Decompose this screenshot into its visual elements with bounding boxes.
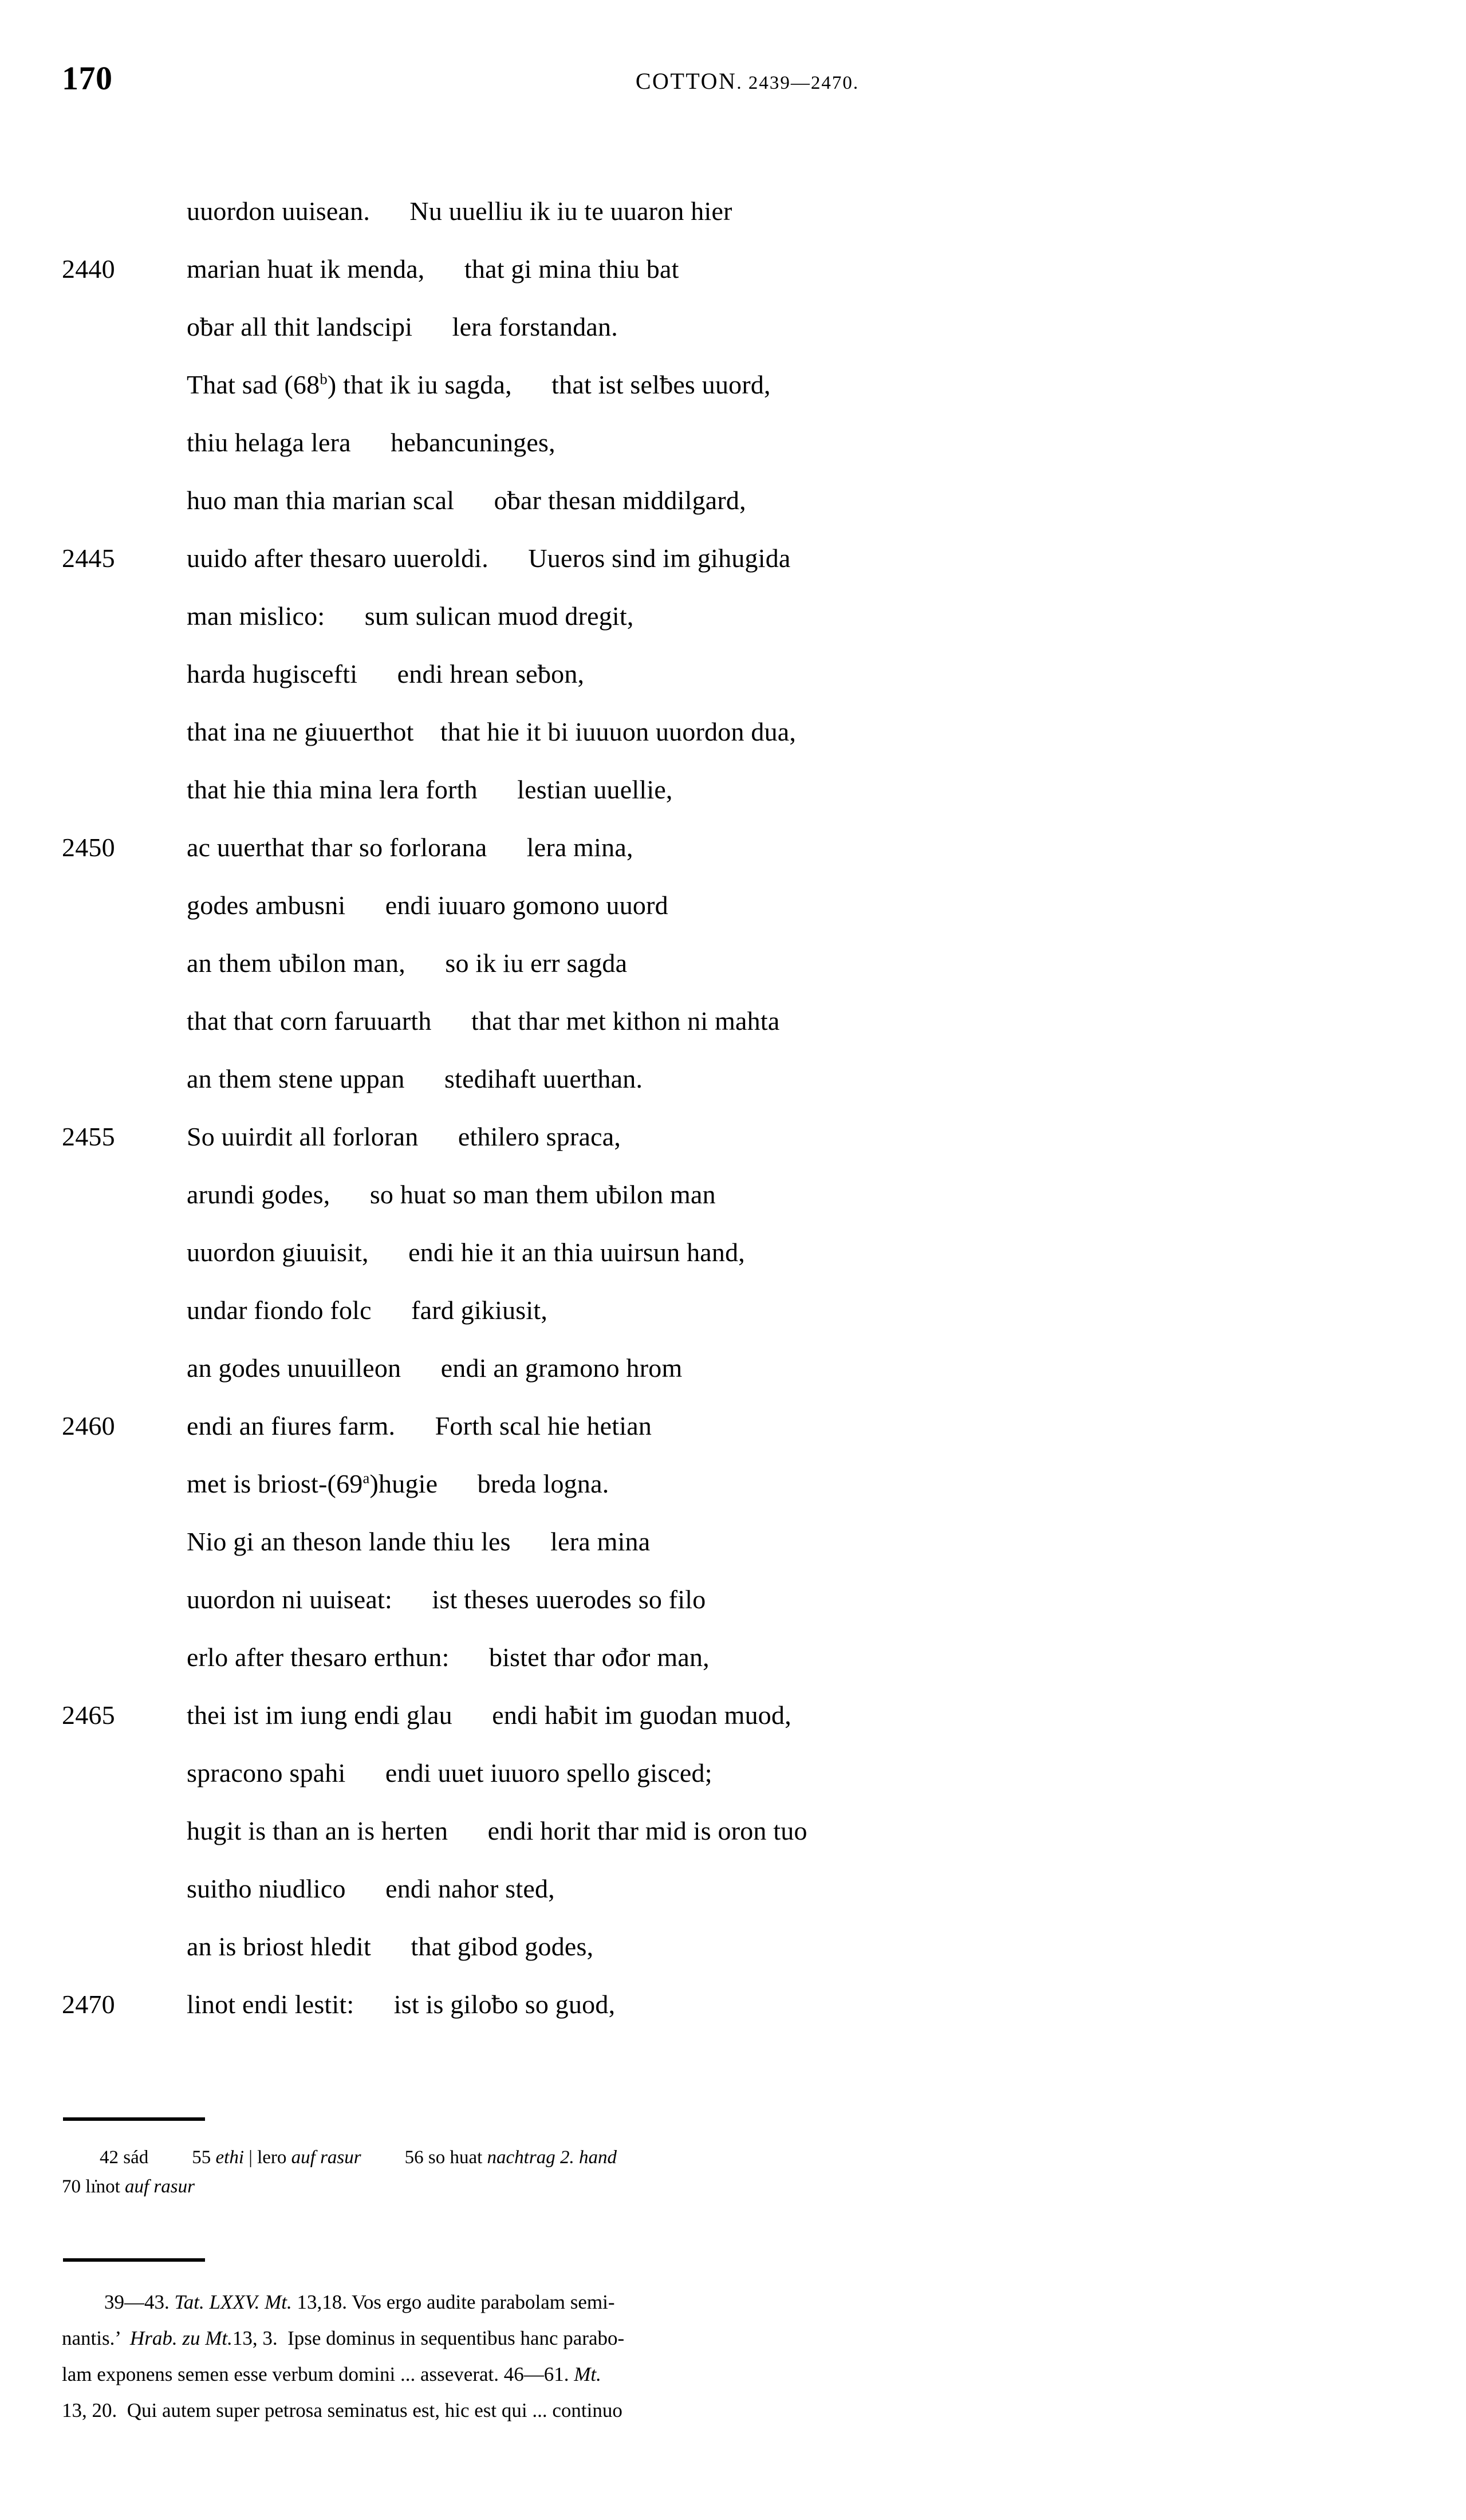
verse-line-text: endi an fiures farm. Forth scal hie hetian: [187, 1411, 652, 1440]
verse-line-text: that ina ne giuuerthot that hie it bi iuuuon uuordon dua,: [187, 717, 797, 746]
verse-line-text: uuido after thesaro uueroldi. Uueros sind im gihugida: [187, 544, 791, 573]
commentary-citation: 13, 3.: [232, 2327, 278, 2349]
verse-line: [62, 182, 1414, 240]
apparatus-divider-rule: [63, 2117, 205, 2121]
verse-line: [62, 876, 1414, 934]
verse-line: [62, 703, 1414, 761]
commentary-quotation: Vos ergo audite parabolam semi-: [352, 2291, 615, 2313]
verse-line: [62, 471, 1414, 529]
verse-line-number: 2445: [62, 544, 115, 573]
verse-line-text: spracono spahi endi uuet iuuoro spello gisced;: [187, 1758, 712, 1787]
verse-line-text: an them stene uppan stedihaft uuerthan.: [187, 1064, 643, 1093]
verse-line-text: marian huat ik menda, that gi mina thiu bat: [187, 254, 679, 284]
apparatus-reading-italic: ethi: [215, 2147, 244, 2168]
verse-line: [62, 992, 1414, 1050]
commentary-quotation: Qui autem super petrosa seminatus est, hic est qui ... continuo: [127, 2399, 622, 2421]
commentary-citation: 13, 20.: [62, 2399, 117, 2421]
verse-line-number: 2455: [62, 1122, 115, 1151]
verse-line-number: 2450: [62, 833, 115, 862]
verse-line-text: uuordon ni uuiseat: ist theses uuerodes so filo: [187, 1585, 706, 1614]
commentary-source-italic: zu: [182, 2327, 200, 2349]
verse-line-text: erlo after thesaro erthun: bistet thar ođor man,: [187, 1643, 710, 1672]
commentary-verse-ref: 39—43.: [104, 2291, 170, 2313]
verse-line: [62, 1744, 1414, 1802]
commentary-quotation: nantis.’: [62, 2327, 120, 2349]
verse-line: [62, 1108, 1414, 1166]
verse-line-text: that hie thia mina lera forth lestian uuellie,: [187, 775, 673, 804]
apparatus-reading: lı̇not: [85, 2176, 125, 2197]
apparatus-verse-ref: 56: [404, 2147, 424, 2168]
verse-line-text: an godes unuuilleon endi an gramono hrom: [187, 1353, 683, 1383]
apparatus-verse-ref: 42: [100, 2147, 119, 2168]
verse-line-text: hugit is than an is herten endi horit thar mid is oron tuo: [187, 1816, 807, 1845]
verse-line: [62, 1570, 1414, 1628]
verse-line: [62, 240, 1414, 298]
commentary-line: [62, 2356, 1412, 2392]
apparatus-line: [62, 2172, 1414, 2202]
verse-line: [62, 414, 1414, 471]
verse-line: [62, 1455, 1414, 1513]
commentary-line: [62, 2284, 1412, 2320]
verse-line: [62, 1802, 1414, 1860]
commentary-line: [62, 2392, 1412, 2428]
apparatus-verse-ref: 55: [192, 2147, 211, 2168]
verse-line-number: 2470: [62, 1990, 115, 2019]
verse-line-text: arundi godes, so huat so man them uƀilon man: [187, 1180, 716, 1209]
verse-line: [62, 1860, 1414, 1917]
verse-line: [62, 298, 1414, 356]
apparatus-reading: so huat: [428, 2147, 487, 2168]
verse-line: [62, 1166, 1414, 1223]
verse-line: [62, 1975, 1414, 2033]
verse-line: [62, 645, 1414, 703]
verse-line-text: suitho niudlico endi nahor sted,: [187, 1874, 555, 1903]
verse-line-text: met is briost-(69$^a$)hugie breda logna.: [187, 1469, 609, 1498]
commentary-divider-rule: [63, 2258, 205, 2262]
verse-line-text: undar fiondo folc fard gikiusit,: [187, 1296, 548, 1325]
running-head-punctuation: .: [736, 73, 743, 93]
verse-line: [62, 1223, 1414, 1281]
verse-line: [62, 934, 1414, 992]
apparatus-criticus: [62, 2143, 1414, 2202]
verse-line: [62, 761, 1414, 818]
verse-line-text: harda hugiscefti endi hrean seƀon,: [187, 659, 585, 688]
verse-line: [62, 1917, 1414, 1975]
page-number: 170: [62, 60, 113, 97]
verse-line-number: 2465: [62, 1700, 115, 1730]
commentary-source-italic: Tat. LXXV. Mt.: [174, 2291, 292, 2313]
verse-line-text: huo man thia marian scal oƀar thesan middilgard,: [187, 486, 746, 515]
verse-line-text: linot endi lestit: ist is giloƀo so guod,: [187, 1990, 616, 2019]
commentary-line: [62, 2320, 1412, 2356]
verse-line-text: an is briost hledit that gibod godes,: [187, 1932, 594, 1961]
verse-body: [0, 182, 1466, 2033]
commentary-citation: 13,18.: [297, 2291, 347, 2313]
running-head: [0, 70, 1466, 93]
running-head-line-range: 2439—2470.: [748, 73, 860, 93]
verse-line: [62, 1281, 1414, 1339]
apparatus-note-italic: auf rasur: [291, 2147, 361, 2168]
apparatus-reading: sád: [123, 2147, 149, 2168]
verse-line: [62, 356, 1414, 414]
commentary-quotation: lam exponens semen esse verbum domini ... asseverat.: [62, 2363, 499, 2385]
apparatus-verse-ref: 70: [62, 2176, 81, 2197]
verse-line-text: an them uƀilon man, so ik iu err sagda: [187, 948, 628, 978]
verse-line-text: oƀar all thit landscipi lera forstandan.: [187, 312, 618, 341]
verse-line-text: godes ambusni endi iuuaro gomono uuord: [187, 891, 668, 920]
verse-line: [62, 529, 1414, 587]
page-header: [0, 0, 1466, 148]
apparatus-note-italic: nachtrag 2. hand: [487, 2147, 617, 2168]
commentary-source-italic: Hrab.: [129, 2327, 178, 2349]
apparatus-reading: lero: [257, 2147, 291, 2168]
verse-line-text: So uuirdit all forloran ethilero spraca,: [187, 1122, 621, 1151]
verse-line-text: thiu helaga lera hebancuninges,: [187, 428, 555, 457]
commentary-source-italic: Mt.: [205, 2327, 232, 2349]
verse-line: [62, 1686, 1414, 1744]
verse-line: [62, 1397, 1414, 1455]
verse-line-text: that that corn faruuarth that thar met kithon ni mahta: [187, 1006, 780, 1035]
verse-line-text: uuordon giuuisit, endi hie it an thia uuirsun hand,: [187, 1238, 746, 1267]
verse-line: [62, 1339, 1414, 1397]
verse-line-text: ac uuerthat thar so forlorana lera mina,: [187, 833, 633, 862]
verse-line-text: uuordon uuisean. Nu uuelliu ik iu te uuaron hier: [187, 196, 732, 226]
apparatus-separator: |: [243, 2147, 258, 2168]
apparatus-note-italic: auf rasur: [125, 2176, 195, 2197]
verse-line-text: Nio gi an theson lande thiu les lera mina: [187, 1527, 651, 1556]
apparatus-line: [62, 2143, 1414, 2172]
running-head-title: COTTON: [635, 68, 737, 94]
verse-line-text: man mislico: sum sulican muod dregit,: [187, 601, 634, 631]
verse-line: [62, 818, 1414, 876]
commentary-verse-ref: 46—61.: [503, 2363, 569, 2385]
verse-line-number: 2460: [62, 1411, 115, 1440]
commentary-quotation: Ipse dominus in sequentibus hanc parabo-: [287, 2327, 625, 2349]
verse-line-text: That sad (68$^b$) that ik iu sagda, that ist selƀes uuord,: [187, 370, 771, 399]
source-commentary: [62, 2284, 1412, 2428]
verse-line: [62, 1628, 1414, 1686]
verse-line: [62, 1513, 1414, 1570]
verse-line-text: thei ist im iung endi glau endi haƀit im guodan muod,: [187, 1700, 791, 1730]
verse-line: [62, 587, 1414, 645]
verse-line-number: 2440: [62, 254, 115, 284]
verse-line: [62, 1050, 1414, 1108]
commentary-source-italic: Mt.: [574, 2363, 601, 2385]
